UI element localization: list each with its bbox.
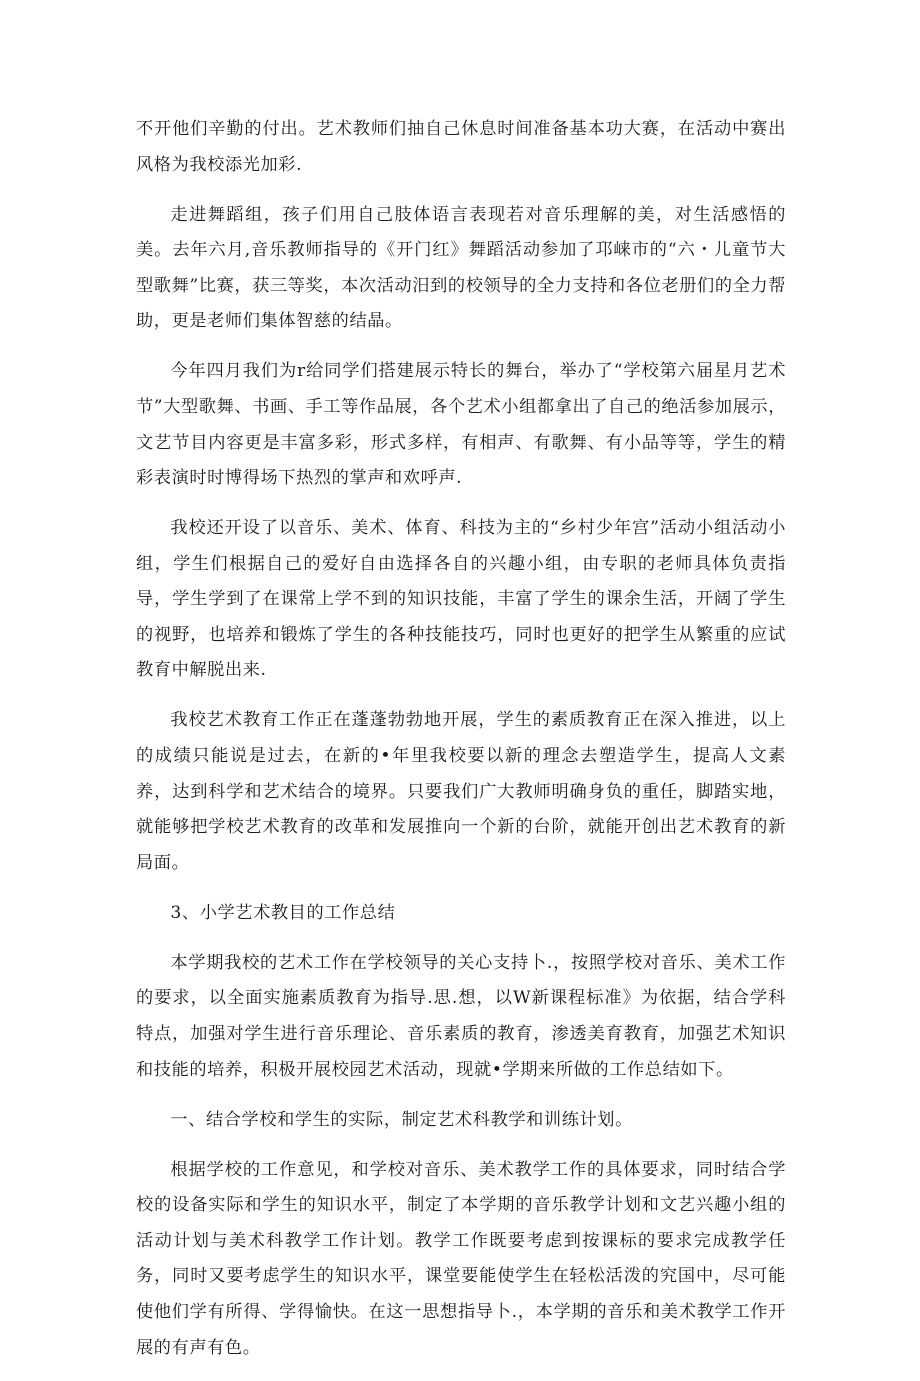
document-body [136,112,786,1381]
section-heading: 3、小学艺术教目的工作总结 [170,902,396,923]
paragraph-art-education-outlook: 我校艺术教育工作正在蓬蓬勃勃地开展，学生的素质教育正在深入推进，以上的成绩只能说是过去，在新的•年里我校要以新的理念去塑造学生，提高人文素养，达到科学和艺术结合的境界。只要我们广大教师明确身负的重任，脚踏实地，就能够把学校艺术教育的改革和发展推向一个新的台阶，就能开创出艺术教育的新局面。 [136,710,786,873]
paragraph-semester-summary: 本学期我校的艺术工作在学校领导的关心支持卜.，按照学校对音乐、美术工作的要求，以全面实施素质教育为指导.思.想，以W新课程标准》为依据，结合学科特点，加强对学生进行音乐理论、音乐素质的教育，渗透美育教育，加强艺术知识和技能的培养，积极开展校园艺术活动，现就•学期来所做的工作总结如下。 [136,952,786,1080]
paragraph-subheading-plan: 一、结合学校和学生的实际，制定艺术科教学和训练计划。 [170,1109,633,1130]
paragraph-youth-palace: 我校还开设了以音乐、美术、体育、科技为主的“乡村少年宫”活动小组活动小组，学生们根据自己的爱好自由选择各自的兴趣小组，由专职的老师具体负责指导，学生学到了在课常上学不到的知识技能，丰富了学生的课余生活，开阔了学生的视野，也培养和锻炼了学生的各种技能技巧，同时也更好的把学生从繁重的应试教育中解脱出来. [136,518,786,681]
paragraph-art-festival: 今年四月我们为r给同学们搭建展示特长的舞台，举办了“学校第六届星月艺术节”大型歌舞、书画、手工等作品展，各个艺术小组都拿出了自己的绝活参加展示，文艺节目内容更是丰富多彩，形式多样，有相声、有歌舞、有小品等等，学生的精彩表演时时博得场下热烈的掌声和欢呼声. [136,361,786,489]
paragraph-dance-group: 走进舞蹈组，孩子们用自己肢体语言表现若对音乐理解的美，对生活感悟的美。去年六月,音乐教师指导的《开门红》舞蹈活动参加了邛崃市的“六・儿童节大型歌舞”比赛，获三等奖，本次活动汨到的校领导的全力支持和各位老册们的全力帮助，更是老师们集体智慈的结晶。 [136,204,786,332]
paragraph-teaching-plan: 根据学校的工作意见，和学校对音乐、美术教学工作的具体要求，同时结合学校的设备实际和学生的知识水平，制定了本学期的音乐教学计划和文艺兴趣小组的活动计划与美术科教学工作计划。教学工作既要考虑到按课标的要求完成教学任务，同时又要考虑学生的知识水平，课堂要能使学生在轻松活泼的究国中，尽可能使他们学有所得、学得愉快。在这一思想指导卜.，本学期的音乐和美术教学工作开展的有声有色。 [136,1159,786,1358]
paragraph-continuation: 不开他们辛勤的付出。艺术教师们抽自己休息时间准备基本功大赛，在活动中赛出风格为我校添光加彩. [136,119,786,175]
